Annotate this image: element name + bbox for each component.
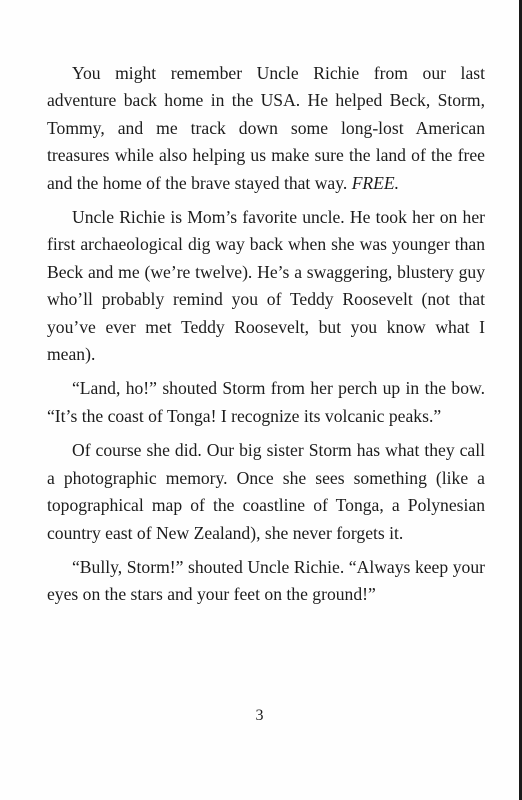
paragraph-1-emphasis: FREE. (351, 172, 400, 193)
paragraph-3: “Land, ho!” shouted Storm from her perch up in the bow. “It’s the coast of Tonga! I recognize its volcanic peaks.” (47, 378, 485, 426)
paragraph-1-text: You might remember Uncle Richie from our last adventure back home in the USA. He helped Beck, Storm, Tommy, and me track down some long-lost American treasures while also helping us make sure the land of the free and the home of the brave stayed that way. (47, 63, 485, 193)
paragraph-2: Uncle Richie is Mom’s favorite uncle. He took her on her first archaeological dig way back when she was younger than Beck and me (we’re twelve). He’s a swaggering, blustery guy who’ll probably remind you of Teddy Roosevelt (not that you’ve ever met Teddy Roosevelt, but you know what I mean). (47, 207, 485, 365)
paragraph-4: Of course she did. Our big sister Storm has what they call a photographic memory. Once she sees something (like a topographical map of the coastline of Tonga, a Polynesian country east of New Zealand), she never forgets it. (47, 440, 485, 543)
paragraph-5: “Bully, Storm!” shouted Uncle Richie. “Always keep your eyes on the stars and your feet on the ground!” (47, 556, 485, 605)
paragraph-1 (47, 60, 485, 197)
page-number: 3 (255, 707, 264, 724)
body-text (47, 60, 485, 616)
